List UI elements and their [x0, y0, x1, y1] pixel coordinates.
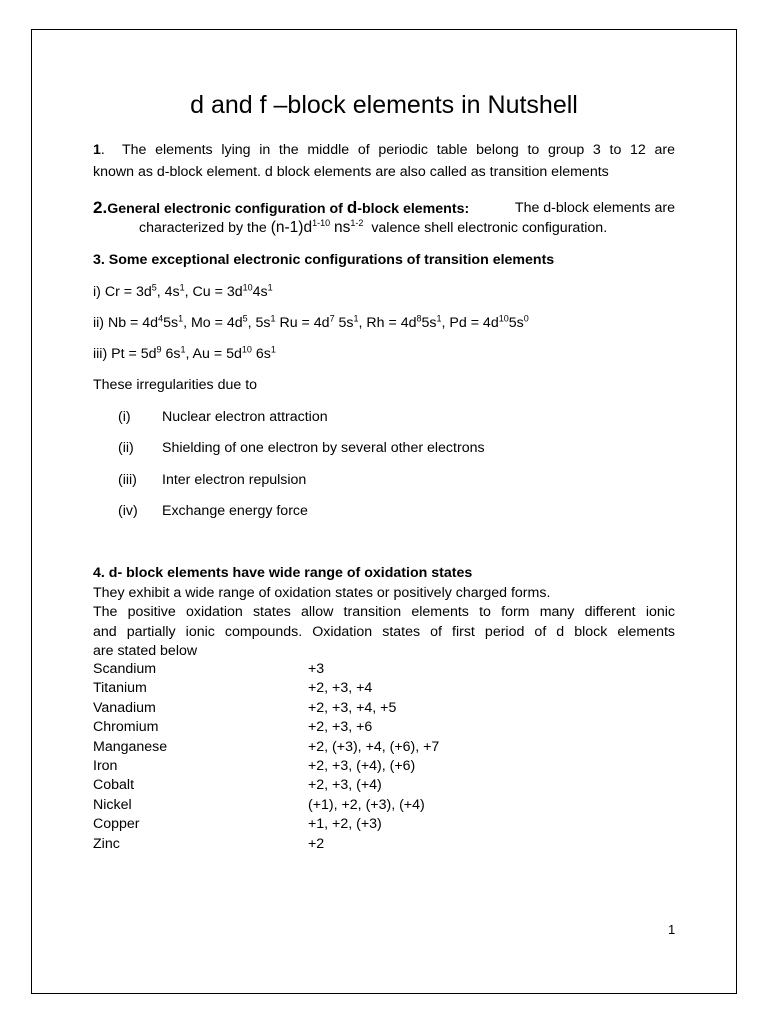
- section-2-line-2: characterized by the $(n-1)d^{1-10}$ $ns^{1-2}$ valence shell electronic configuration.: [139, 217, 608, 236]
- table-row: [93, 757, 439, 776]
- page-title: d and f –block elements in Nutshell: [190, 91, 578, 119]
- section-4-line-3: and partially ionic compounds. Oxidation states of first period of d block elements: [93, 624, 675, 640]
- oxidation-values: +1, +2, (+3): [308, 816, 382, 833]
- config-iii: iii) $Pt = 5d^9$ $6s^1$, $Au = 5d^{10}$ $6s^1$: [93, 344, 276, 362]
- oxidation-values: +2, +3, +4: [308, 680, 373, 697]
- element-name: Zinc: [93, 835, 120, 852]
- section-4-line-1: They exhibit a wide range of oxidation states or positively charged forms.: [93, 585, 551, 601]
- oxidation-states-table: [93, 660, 439, 854]
- table-row: [93, 835, 439, 854]
- section-1-line-2: known as d-block element. d block elements are also called as transition elements: [93, 164, 609, 180]
- oxidation-values: (+1), +2, (+3), (+4): [308, 796, 425, 813]
- element-name: Nickel: [93, 796, 132, 813]
- element-name: Titanium: [93, 680, 147, 697]
- oxidation-values: +2, +3, +4, +5: [308, 699, 397, 716]
- element-name: Scandium: [93, 661, 157, 677]
- section-2-text-1: The d-block elements are: [514, 200, 675, 216]
- table-row: [93, 796, 439, 815]
- section-4-heading: 4. d- block elements have wide range of oxidation states: [93, 565, 473, 581]
- list-item: (ii) Shielding of one electron by several other electrons: [118, 440, 485, 456]
- oxidation-values: +3: [308, 661, 325, 677]
- table-row: [93, 718, 439, 737]
- section-2-number: 2.: [93, 198, 108, 217]
- section-1-number: 1: [93, 142, 101, 158]
- page-number: 1: [668, 922, 676, 937]
- list-item: (i) Nuclear electron attraction: [118, 409, 328, 425]
- element-name: Manganese: [93, 738, 168, 755]
- config-i: i) $Cr = 3d^5$, $4s^1$, $Cu = 3d^{10}4s^1$: [93, 282, 273, 300]
- element-name: Cobalt: [93, 777, 135, 794]
- irregularities-intro: These irregularities due to: [93, 377, 258, 393]
- section-4-line-2: The positive oxidation states allow transition elements to form many different ionic: [93, 604, 675, 620]
- element-name: Copper: [93, 816, 140, 833]
- table-row: [93, 815, 439, 834]
- oxidation-values: +2, +3, (+4), (+6): [308, 758, 416, 775]
- table-row: [93, 679, 439, 698]
- list-item: (iii) Inter electron repulsion: [118, 472, 307, 488]
- section-1-line-1: 1. The elements lying in the middle of periodic table belong to group 3 to 12 are: [93, 142, 675, 158]
- table-row: [93, 699, 439, 718]
- oxidation-values: +2, (+3), +4, (+6), +7: [308, 738, 440, 755]
- section-2-heading: General electronic configuration of d-block elements:: [107, 198, 470, 217]
- element-name: Vanadium: [93, 699, 156, 716]
- element-name: Chromium: [93, 719, 159, 736]
- table-row: [93, 660, 439, 679]
- element-name: Iron: [93, 758, 118, 775]
- oxidation-values: +2, +3, +6: [308, 719, 373, 736]
- section-4-line-4: are stated below: [93, 643, 198, 659]
- formula-n-1-d: $(n-1)d^{1-10}$: [270, 217, 331, 236]
- formula-ns: $ns^{1-2}$: [334, 217, 364, 236]
- oxidation-values: +2, +3, (+4): [308, 777, 382, 794]
- table-row: [93, 776, 439, 795]
- config-ii: ii) $Nb = 4d^45s^1$, $Mo = 4d^5$, $5s^1$ $Ru = 4d^7$ $5s^1$, $Rh = 4d^85s^1$, $Pd = 4d^{10}5s^0$: [93, 313, 529, 331]
- list-item: (iv) Exchange energy force: [118, 503, 308, 519]
- oxidation-values: +2: [308, 835, 325, 852]
- section-3-heading: 3. Some exceptional electronic configurations of transition elements: [93, 252, 555, 268]
- table-row: [93, 738, 439, 757]
